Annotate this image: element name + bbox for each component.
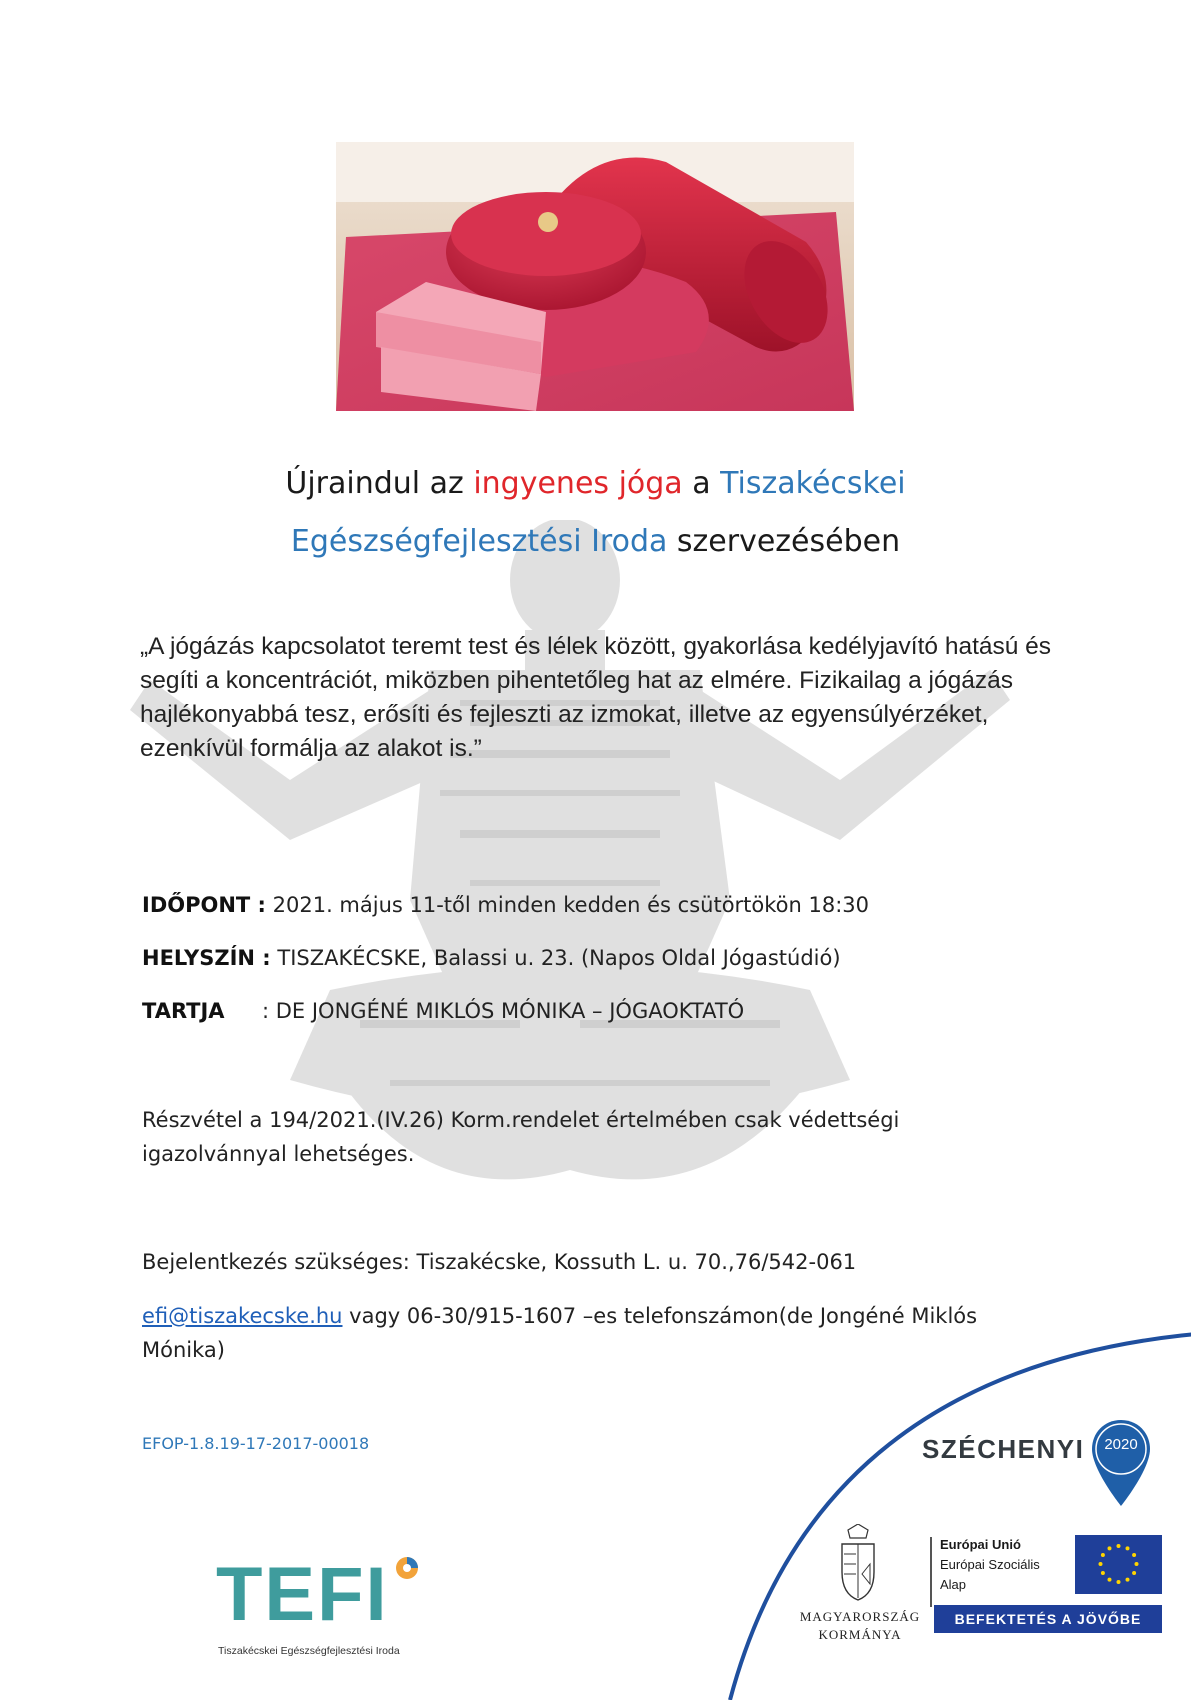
eu-fund-line-1: Európai Szociális [940, 1557, 1040, 1572]
eu-flag-icon [1075, 1535, 1162, 1594]
tefi-dot-icon [394, 1555, 420, 1581]
szechenyi-arc [700, 1320, 1191, 1700]
headline-organizer-1: Tiszakécskei [720, 466, 906, 501]
participation-note: Részvétel a 194/2021.(IV.26) Korm.rendelet értelmében csak védettségi igazolvánnyal lehetséges. [142, 1108, 900, 1166]
tefi-subtitle: Tiszakécskei Egészségfejlesztési Iroda [218, 1645, 400, 1657]
email-link[interactable]: efi@tiszakecske.hu [142, 1304, 343, 1328]
szechenyi-year: 2020 [1104, 1436, 1138, 1453]
place-row [142, 946, 1042, 970]
place-value: TISZAKÉCSKE, Balassi u. 23. (Napos Oldal Jógastúdió) [270, 946, 841, 970]
host-label: TARTJA [142, 999, 225, 1023]
project-code: EFOP-1.8.19-17-2017-00018 [142, 1434, 370, 1453]
government-line-1: MAGYARORSZÁG [799, 1609, 921, 1624]
time-row [142, 893, 1042, 917]
coat-of-arms-icon [836, 1524, 880, 1602]
eu-fund-line-2: Alap [940, 1577, 967, 1592]
time-label: IDŐPONT : [142, 893, 266, 917]
government-text [785, 1608, 935, 1644]
time-value: 2021. május 11-től minden kedden és csütörtökön 18:30 [265, 893, 870, 917]
yoga-quote: „A jógázás kapcsolatot teremt test és lélek között, gyakorlása kedélyjavító hatású és segíti a koncentrációt, miközben pihentetőleg hat az elmére. Fizikailag a jógázás hajlékonyabbá tesz, erősíti és fejleszti az izmokat, illetve az egyensúlyérzéket, ezenkívül formálja az alakot is.” [140, 633, 1052, 762]
headline [120, 455, 1071, 571]
host-row [142, 999, 1042, 1023]
registration-note: Bejelentkezés szükséges: Tiszakécske, Kossuth L. u. 70.,76/542-061 [142, 1250, 857, 1274]
host-value: : DE JONGÉNÉ MIKLÓS MÓNIKA – JÓGAOKTATÓ [262, 999, 745, 1023]
place-label: HELYSZÍN : [142, 946, 271, 970]
invest-future-banner: BEFEKTETÉS A JÖVŐBE [934, 1605, 1162, 1633]
eu-title: Európai Unió [940, 1537, 1021, 1552]
headline-text-1: Újraindul az [285, 466, 474, 501]
szechenyi-name: SZÉCHENYI [922, 1434, 1085, 1464]
headline-free-yoga: ingyenes jóga [473, 466, 683, 501]
yoga-props-photo [336, 142, 854, 411]
eu-divider [930, 1537, 932, 1607]
headline-text-6: szervezésében [667, 524, 901, 559]
government-line-2: KORMÁNYA [818, 1627, 902, 1642]
contact-rest: vagy 06-30/915-1607 –es telefonszámon(de Jongéné Miklós Mónika) [142, 1304, 978, 1362]
szechenyi-pin-icon [1090, 1418, 1152, 1508]
headline-organizer-2: Egészségfejlesztési Iroda [290, 524, 668, 559]
tefi-logo [216, 1552, 426, 1660]
headline-text-3: a [682, 466, 721, 501]
tefi-logo-letters: TEFI [216, 1552, 389, 1637]
